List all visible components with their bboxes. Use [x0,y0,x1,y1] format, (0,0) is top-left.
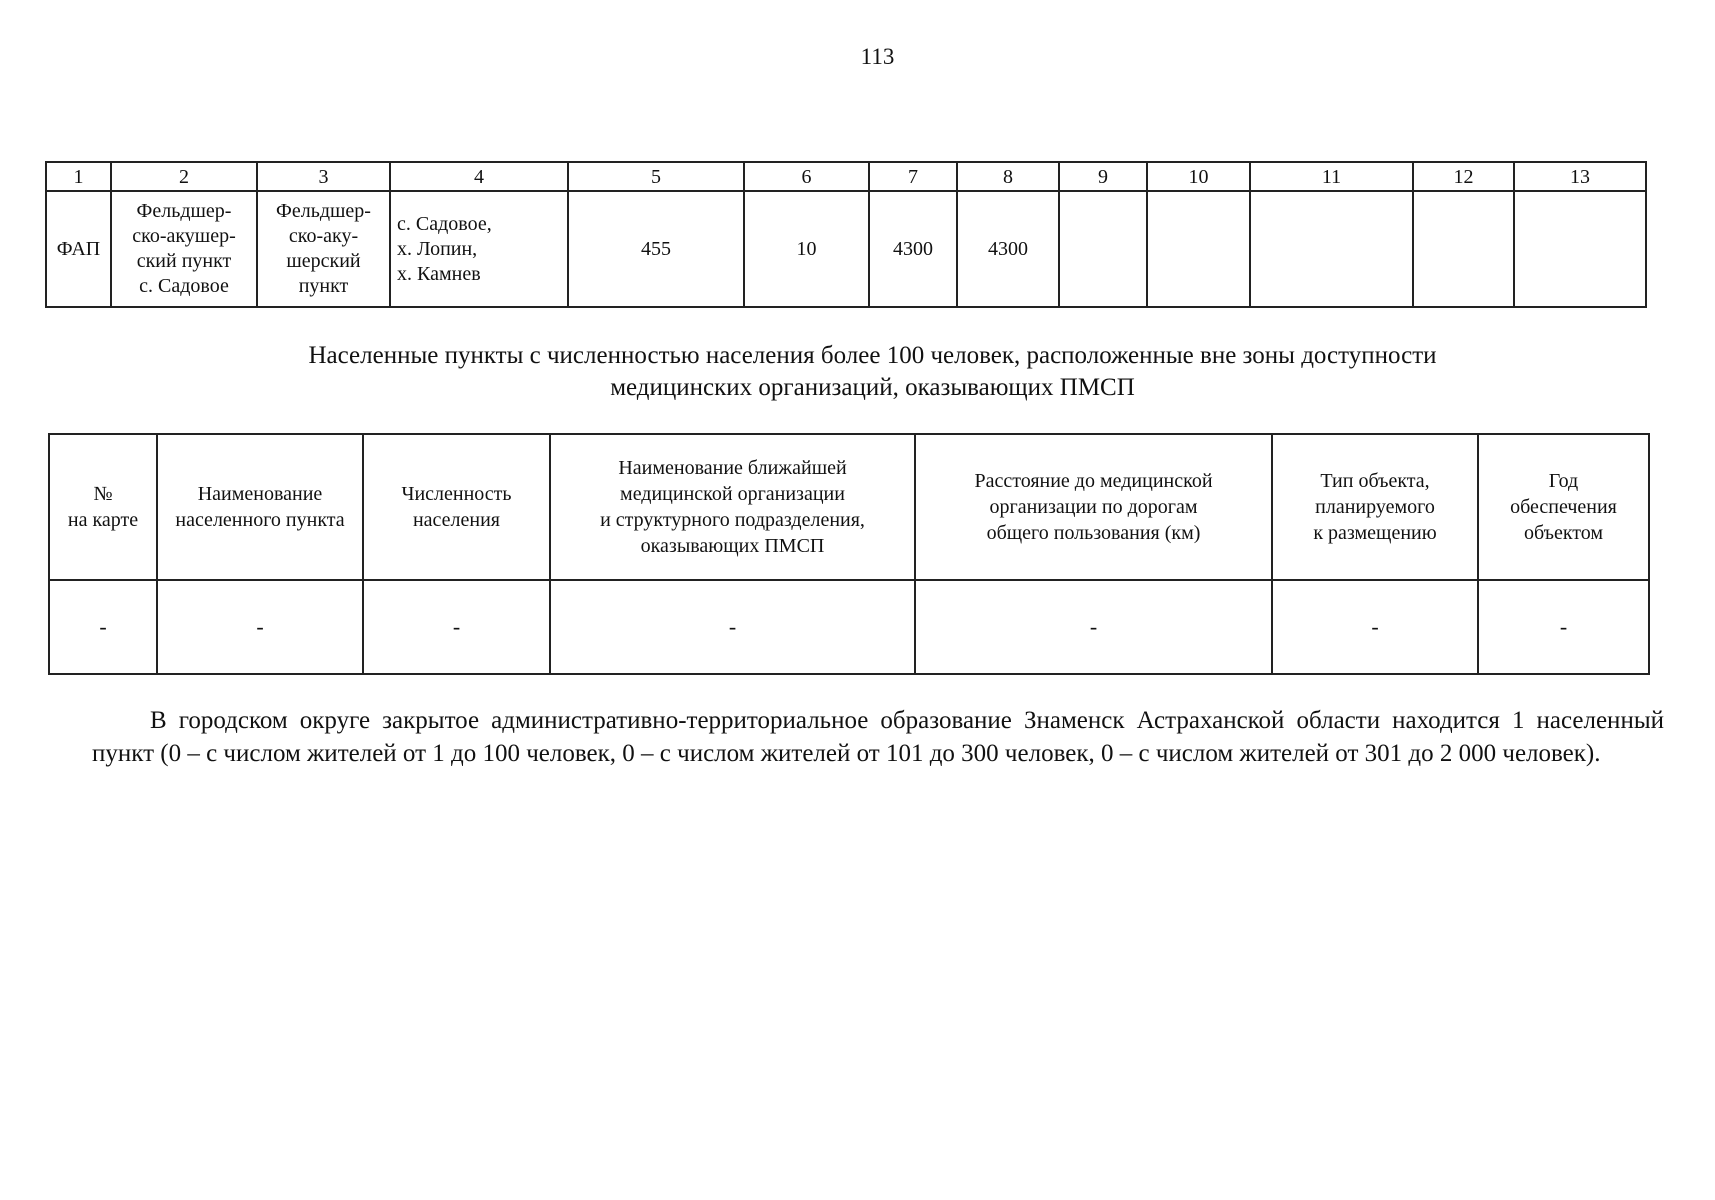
dash-cell: - [49,580,157,674]
column-number: 12 [1413,162,1514,191]
column-number: 10 [1147,162,1250,191]
facility-table-header-row [46,162,1646,191]
value-cell: 10 [744,191,869,307]
dash-cell: - [550,580,915,674]
column-header: Расстояние до медицинской организации по дорогам общего пользования (км) [915,434,1272,580]
column-header: № на карте [49,434,157,580]
column-number: 3 [257,162,390,191]
column-number: 9 [1059,162,1147,191]
empty-cell [1147,191,1250,307]
summary-paragraph: В городском округе закрытое административно-территориальное образование Знаменск Астраханской области находится 1 населенный пункт (0 – с числом жителей от 1 до 100 человек, 0 – с числом жителей от 101 до 300 человек, 0 – с числом жителей от 301 до 2 000 человек). [92,707,1664,767]
dash-cell: - [1272,580,1478,674]
settlements-table-header-row [49,434,1649,580]
value-cell: 4300 [957,191,1059,307]
table-row [46,191,1646,307]
dash-cell: - [915,580,1272,674]
column-number: 2 [111,162,257,191]
empty-cell [1059,191,1147,307]
table-row [49,580,1649,674]
settlements-cell: с. Садовое, х. Лопин, х. Камнев [390,191,568,307]
column-header: Наименование ближайшей медицинской организации и структурного подразделения, оказывающих ПМСП [550,434,915,580]
value-cell: 455 [568,191,744,307]
facility-table [45,161,1647,308]
column-number: 6 [744,162,869,191]
column-number: 11 [1250,162,1413,191]
column-number: 13 [1514,162,1646,191]
column-header: Численность населения [363,434,550,580]
column-number: 1 [46,162,111,191]
facility-type-cell: ФАП [46,191,111,307]
column-number: 7 [869,162,957,191]
dash-cell: - [157,580,363,674]
column-header: Наименование населенного пункта [157,434,363,580]
facility-kind-cell: Фельдшер- ско-аку- шерский пункт [257,191,390,307]
section-title [0,340,1715,404]
value-cell: 4300 [869,191,957,307]
section-title-line: медицинских организаций, оказывающих ПМСП [610,374,1135,401]
empty-cell [1514,191,1646,307]
column-number: 8 [957,162,1059,191]
empty-cell [1250,191,1413,307]
page-number: 113 [860,44,895,69]
column-number: 4 [390,162,568,191]
section-title-line: Населенные пункты с численностью населения более 100 человек, расположенные вне зоны доступности [308,342,1437,369]
settlements-table [48,433,1650,675]
facility-name-cell: Фельдшер- ско-акушер- ский пункт с. Садовое [111,191,257,307]
dash-cell: - [363,580,550,674]
column-header: Год обеспечения объектом [1478,434,1649,580]
column-number: 5 [568,162,744,191]
dash-cell: - [1478,580,1649,674]
column-header: Тип объекта, планируемого к размещению [1272,434,1478,580]
empty-cell [1413,191,1514,307]
